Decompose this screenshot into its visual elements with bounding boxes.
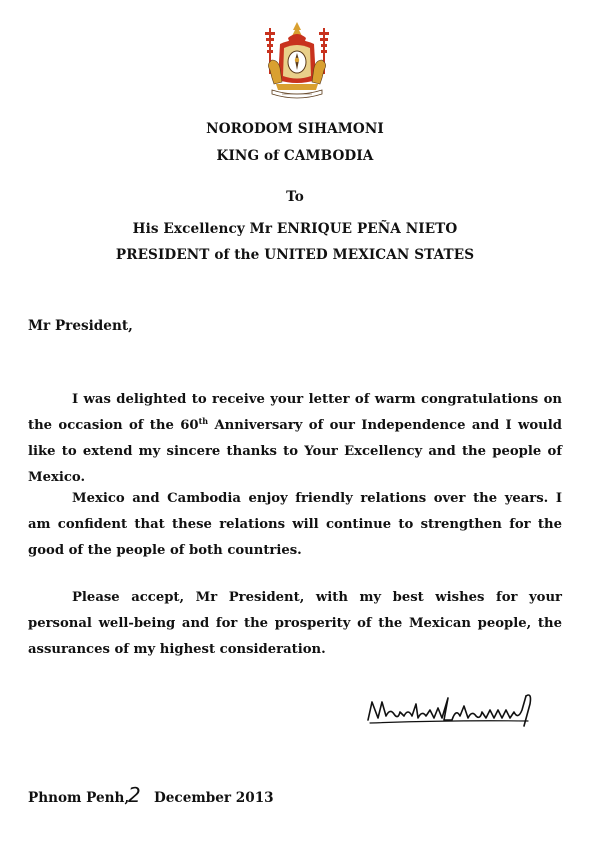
paragraph-1	[28, 387, 562, 491]
paragraph-3: Please accept, Mr President, with my best wishes for your personal well-being and for the prosperity of the Mexican people, the assurances of my highest consideration.	[28, 590, 562, 657]
recipient-name: His Excellency Mr ENRIQUE PEÑA NIETO	[132, 221, 458, 237]
month-year: December 2013	[154, 790, 274, 806]
salutation: Mr President,	[28, 318, 133, 334]
paragraph-1-text-b: Anniversary of our Independence and I would like to extend my sincere thanks to Your Excellency and the people of Mexico.	[28, 418, 562, 485]
paragraph-1-text-a: I was delighted to receive your letter of warm congratulations on the occasion of the 60	[28, 392, 562, 433]
handwritten-day: 2	[128, 783, 141, 807]
signature-image	[364, 690, 539, 730]
sender-title: KING of CAMBODIA	[216, 148, 374, 164]
recipient-title: PRESIDENT of the UNITED MEXICAN STATES	[115, 247, 475, 263]
place-label: Phnom Penh,	[28, 790, 130, 806]
paragraph-2: Mexico and Cambodia enjoy friendly relations over the years. I am confident that these relations will continue to strengthen for the good of the people of both countries.	[28, 491, 562, 558]
royal-arms-icon	[262, 20, 332, 100]
to-label: To	[286, 189, 304, 205]
sender-name: NORODOM SIHAMONI	[206, 121, 384, 137]
ordinal-suffix: th	[198, 416, 209, 426]
